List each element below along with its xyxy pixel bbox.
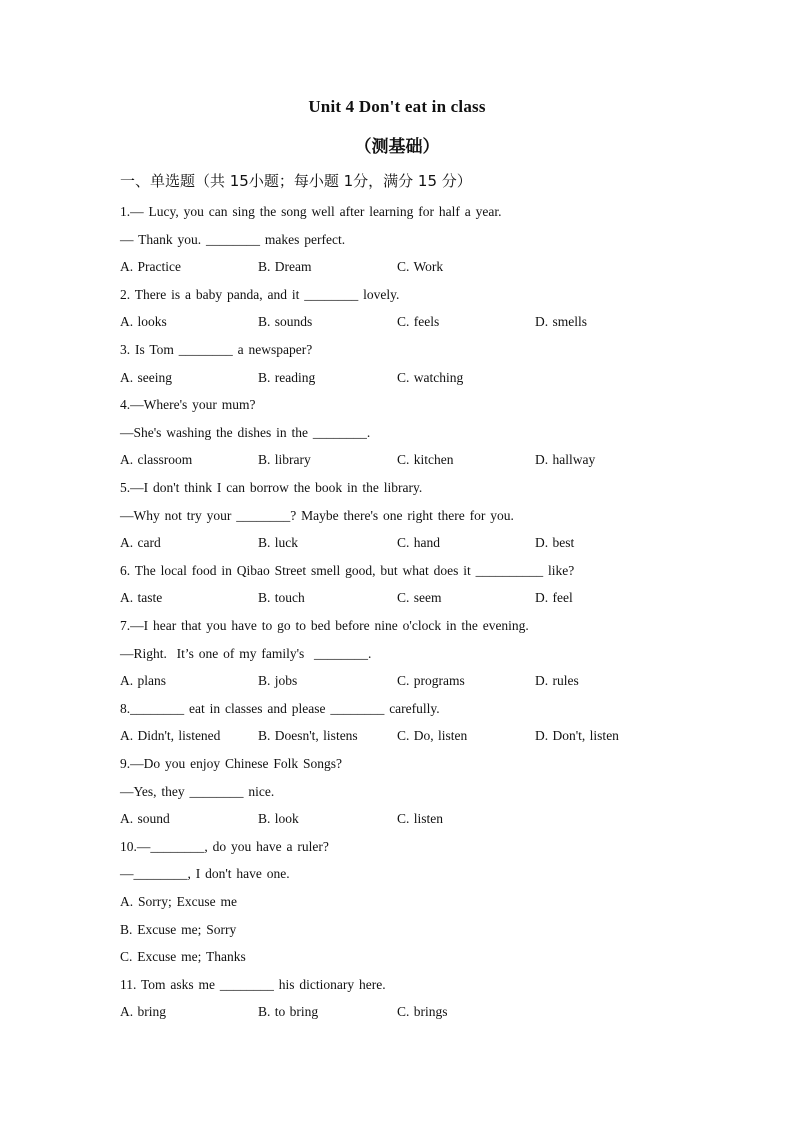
question-9-option-B: B. look: [258, 811, 299, 827]
question-6-option-C: C. seem: [397, 590, 442, 606]
question-5-option-A: A. card: [120, 535, 161, 551]
question-7-line-2: —Right. It’s one of my family's ________.: [120, 645, 372, 661]
question-9-option-A: A. sound: [120, 811, 170, 827]
question-4-line-2: —She's washing the dishes in the ________.: [120, 424, 371, 440]
question-2-option-A: A. looks: [120, 314, 167, 330]
question-9-line-1: 9.—Do you enjoy Chinese Folk Songs?: [120, 756, 342, 771]
question-4-option-C: C. kitchen: [397, 452, 454, 468]
question-7-line-1: 7.—I hear that you have to go to bed before nine o'clock in the evening.: [120, 618, 529, 633]
page-subtitle: （测基础）: [354, 137, 440, 157]
question-6-option-B: B. touch: [258, 590, 305, 606]
question-7-option-A: A. plans: [120, 673, 166, 689]
question-11-line-2: B. Excuse me; Sorry: [120, 921, 237, 937]
question-5-line-1: 5.—I don't think I can borrow the book in the library.: [120, 480, 423, 495]
question-6-line-1: 6. The local food in Qibao Street smell good, but what does it __________ like?: [120, 562, 575, 578]
question-5-line-2: —Why not try your ________? Maybe there's one right there for you.: [120, 507, 514, 523]
question-1-option-B: B. Dream: [258, 259, 312, 275]
question-3-option-B: B. reading: [258, 369, 316, 385]
question-3-option-A: A. seeing: [120, 369, 172, 385]
question-1-line-1: 1.— Lucy, you can sing the song well after learning for half a year.: [120, 204, 502, 219]
question-1-option-C: C. Work: [397, 259, 444, 275]
question-2-option-B: B. sounds: [258, 314, 313, 330]
question-7-option-D: D. rules: [535, 673, 579, 689]
question-11-line-3: C. Excuse me; Thanks: [120, 949, 246, 965]
question-11-line-1: A. Sorry; Excuse me: [120, 894, 237, 909]
question-4-line-1: 4.—Where's your mum?: [120, 397, 256, 413]
question-5-option-C: C. hand: [397, 535, 440, 551]
question-6-option-D: D. feel: [535, 590, 573, 606]
question-8-option-D: D. Don't, listen: [535, 728, 619, 744]
question-8-line-1: 8.________ eat in classes and please ________ carefully.: [120, 700, 440, 716]
question-4-option-D: D. hallway: [535, 452, 596, 468]
question-1-line-2: — Thank you. ________ makes perfect.: [120, 231, 346, 247]
question-2-option-C: C. feels: [397, 314, 440, 330]
question-2-option-D: D. smells: [535, 314, 588, 330]
section-heading: 一、单选题（共 15小题；每小题 1分，满分 15 分）: [120, 172, 472, 190]
page-title: Unit 4 Don't eat in class: [308, 97, 486, 116]
question-5-option-D: D. best: [535, 535, 575, 551]
question-4-option-B: B. library: [258, 452, 311, 468]
question-7-option-C: C. programs: [397, 673, 465, 689]
question-12-option-B: B. to bring: [258, 1004, 319, 1020]
question-7-option-B: B. jobs: [258, 673, 298, 689]
question-3-option-C: C. watching: [397, 369, 464, 385]
question-9-line-2: —Yes, they ________ nice.: [120, 783, 275, 799]
question-1-option-A: A. Practice: [120, 259, 181, 275]
question-9-option-C: C. listen: [397, 811, 444, 827]
question-4-option-A: A. classroom: [120, 452, 193, 468]
question-8-option-B: B. Doesn't, listens: [258, 728, 358, 744]
question-8-option-A: A. Didn't, listened: [120, 728, 221, 744]
question-5-option-B: B. luck: [258, 535, 298, 551]
question-3-line-1: 3. Is Tom ________ a newspaper?: [120, 342, 313, 357]
question-6-option-A: A. taste: [120, 590, 163, 606]
question-12-option-C: C. brings: [397, 1004, 448, 1020]
question-2-line-1: 2. There is a baby panda, and it ________ lovely.: [120, 286, 400, 302]
question-8-option-C: C. Do, listen: [397, 728, 468, 744]
question-12-option-A: A. bring: [120, 1004, 166, 1020]
question-10-line-2: —________, I don't have one.: [120, 866, 290, 882]
question-10-line-1: 10.—________, do you have a ruler?: [120, 838, 329, 854]
question-12-line-1: 11. Tom asks me ________ his dictionary here.: [120, 976, 386, 992]
